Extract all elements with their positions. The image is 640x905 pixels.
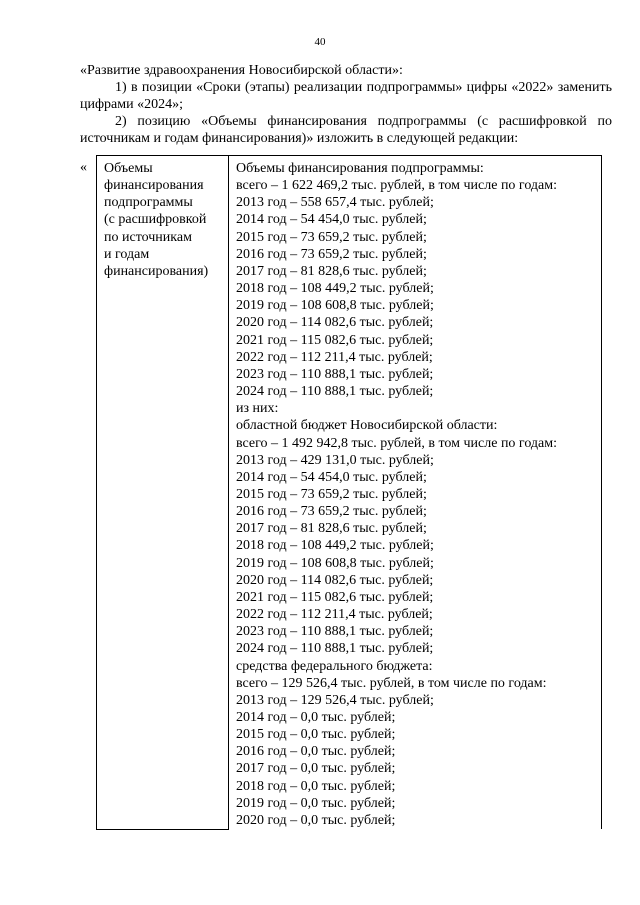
financing-line: всего – 1 492 942,8 тыс. рублей, в том числе по годам: bbox=[236, 435, 558, 451]
financing-line: 2014 год – 54 454,0 тыс. рублей; bbox=[236, 469, 427, 485]
financing-line: 2016 год – 73 659,2 тыс. рублей; bbox=[236, 246, 427, 262]
financing-line: 2013 год – 558 657,4 тыс. рублей; bbox=[236, 195, 434, 211]
financing-line: из них: bbox=[236, 401, 279, 417]
financing-line: 2019 год – 108 608,8 тыс. рублей; bbox=[236, 298, 434, 314]
financing-line: 2017 год – 81 828,6 тыс. рублей; bbox=[236, 521, 427, 537]
position-name-line: (с расшифровкой bbox=[104, 212, 207, 228]
page-number: 40 bbox=[314, 36, 326, 48]
position-name-line: и годам bbox=[104, 246, 150, 262]
financing-line: 2016 год – 73 659,2 тыс. рублей; bbox=[236, 504, 427, 520]
financing-line: 2023 год – 110 888,1 тыс. рублей; bbox=[236, 366, 434, 382]
financing-line: 2015 год – 73 659,2 тыс. рублей; bbox=[236, 486, 427, 502]
financing-line: 2024 год – 110 888,1 тыс. рублей; bbox=[236, 641, 434, 657]
financing-line: 2015 год – 0,0 тыс. рублей; bbox=[236, 727, 396, 743]
position-name-line: Объемы bbox=[104, 161, 153, 176]
intro-line-program-name: «Развитие здравоохранения Новосибирской области»: bbox=[80, 63, 403, 78]
table-row bbox=[97, 156, 602, 830]
financing-line: 2015 год – 73 659,2 тыс. рублей; bbox=[236, 229, 427, 245]
financing-line: 2023 год – 110 888,1 тыс. рублей; bbox=[236, 624, 434, 640]
financing-line: 2017 год – 0,0 тыс. рублей; bbox=[236, 761, 396, 777]
financing-line: 2020 год – 114 082,6 тыс. рублей; bbox=[236, 315, 434, 331]
financing-line: 2021 год – 115 082,6 тыс. рублей; bbox=[236, 332, 434, 348]
financing-line: областной бюджет Новосибирской области: bbox=[236, 418, 498, 434]
financing-line: 2018 год – 108 449,2 тыс. рублей; bbox=[236, 538, 434, 554]
financing-line: Объемы финансирования подпрограммы: bbox=[236, 161, 484, 176]
opening-quote: « bbox=[80, 160, 87, 175]
financing-table bbox=[96, 155, 602, 830]
financing-line: средства федерального бюджета: bbox=[236, 658, 433, 674]
financing-line: 2018 год – 0,0 тыс. рублей; bbox=[236, 778, 396, 794]
position-name-line: финансирования bbox=[104, 178, 204, 194]
intro-item-1: 1) в позиции «Сроки (этапы) реализации подпрограммы» цифры «2022» заменить цифрами «2024»; bbox=[80, 80, 612, 112]
intro-item-2: 2) позицию «Объемы финансирования подпрограммы (с расшифровкой по источникам и годам финансирования)» изложить в следующей редакции: bbox=[80, 114, 612, 146]
position-name-cell bbox=[97, 156, 229, 830]
intro-text bbox=[80, 62, 612, 147]
financing-line: 2020 год – 0,0 тыс. рублей; bbox=[236, 812, 396, 828]
financing-line: 2021 год – 115 082,6 тыс. рублей; bbox=[236, 589, 434, 605]
financing-line: 2016 год – 0,0 тыс. рублей; bbox=[236, 744, 396, 760]
financing-line: всего – 129 526,4 тыс. рублей, в том числе по годам: bbox=[236, 675, 547, 691]
financing-line: 2019 год – 108 608,8 тыс. рублей; bbox=[236, 555, 434, 571]
financing-line: 2020 год – 114 082,6 тыс. рублей; bbox=[236, 572, 434, 588]
financing-line: 2017 год – 81 828,6 тыс. рублей; bbox=[236, 263, 427, 279]
financing-line: 2014 год – 0,0 тыс. рублей; bbox=[236, 710, 396, 725]
financing-line: всего – 1 622 469,2 тыс. рублей, в том числе по годам: bbox=[236, 178, 558, 194]
financing-line: 2022 год – 112 211,4 тыс. рублей; bbox=[236, 607, 433, 623]
financing-line: 2013 год – 129 526,4 тыс. рублей; bbox=[236, 692, 434, 708]
financing-details-cell bbox=[229, 156, 602, 830]
position-name-line: подпрограммы bbox=[104, 195, 193, 211]
financing-line: 2018 год – 108 449,2 тыс. рублей; bbox=[236, 281, 434, 297]
position-name-line: финансирования) bbox=[104, 263, 209, 279]
position-name-line: по источникам bbox=[104, 229, 192, 245]
financing-line: 2022 год – 112 211,4 тыс. рублей; bbox=[236, 349, 433, 365]
financing-line: 2013 год – 429 131,0 тыс. рублей; bbox=[236, 452, 434, 468]
financing-line: 2014 год – 54 454,0 тыс. рублей; bbox=[236, 212, 427, 228]
financing-line: 2024 год – 110 888,1 тыс. рублей; bbox=[236, 384, 434, 400]
financing-line: 2019 год – 0,0 тыс. рублей; bbox=[236, 795, 396, 811]
